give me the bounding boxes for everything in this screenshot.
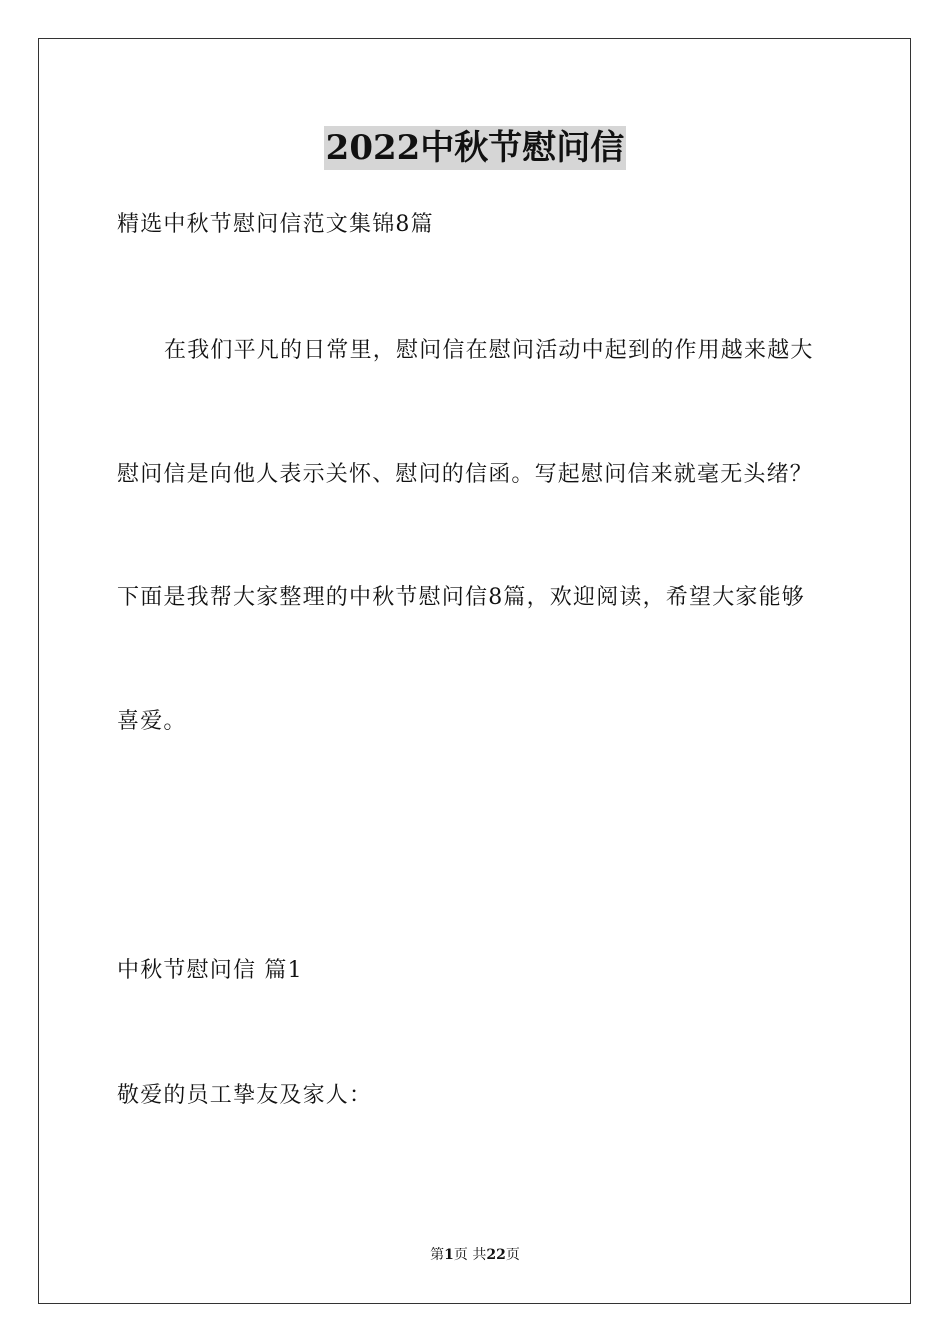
footer-total-pages: 22 (486, 1247, 506, 1263)
footer-prefix: 第 (430, 1247, 445, 1263)
footer-middle: 页 共 (453, 1247, 487, 1263)
intro-line-3: 下面是我帮大家整理的中秋节慰问信8篇，欢迎阅读，希望大家能够 (117, 585, 805, 610)
page-footer (0, 1246, 950, 1264)
title-container (0, 126, 950, 170)
section-heading: 中秋节慰问信 篇1 (117, 958, 303, 983)
document-subtitle: 精选中秋节慰问信范文集锦8篇 (117, 212, 434, 237)
footer-suffix: 页 (505, 1247, 520, 1263)
intro-line-2: 慰问信是向他人表示关怀、慰问的信函。写起慰问信来就毫无头绪？ (117, 462, 814, 487)
intro-line-4: 喜爱。 (117, 709, 187, 734)
footer-page-number: 1 (444, 1247, 454, 1263)
document-title: 2022中秋节慰问信 (325, 128, 625, 168)
intro-line-1: 在我们平凡的日常里，慰问信在慰问活动中起到的作用越来越大 (164, 338, 814, 363)
salutation: 敬爱的员工挚友及家人： (117, 1083, 373, 1108)
